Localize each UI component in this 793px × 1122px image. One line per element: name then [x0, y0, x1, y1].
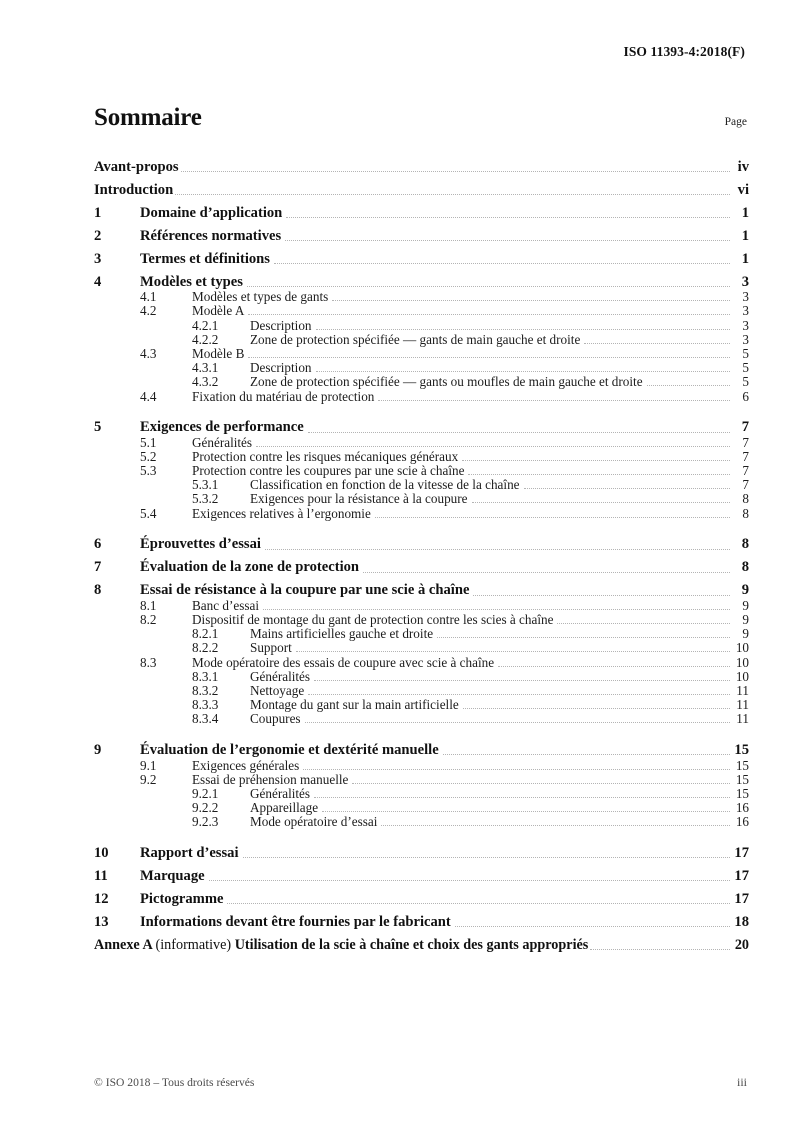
- toc-entry-number: 5.3.2: [192, 491, 219, 507]
- toc-dot-leader: [173, 182, 732, 198]
- toc-entry[interactable]: [94, 907, 749, 930]
- toc-entry-number: 4.2: [140, 303, 157, 319]
- toc-entry[interactable]: [94, 930, 749, 953]
- toc-entry-label: Mains artificielles gauche et droite: [250, 626, 434, 642]
- toc-entry-page-number: 11: [736, 682, 749, 698]
- toc-entry-page-number: 10: [735, 668, 749, 684]
- toc-entry-number: 9.2.2: [192, 800, 219, 816]
- toc-entry-page-number: 17: [734, 890, 749, 907]
- toc-dot-leader: [241, 845, 732, 861]
- toc-entry-page-number: 17: [734, 867, 749, 884]
- toc-entry-page-number: 20: [734, 937, 749, 954]
- toc-entry-label: Généralités: [250, 668, 311, 684]
- toc-dot-leader: [284, 205, 732, 221]
- toc-entry-page-number: 8: [742, 491, 749, 507]
- toc-entry-page-number: iv: [737, 158, 749, 175]
- toc-entry-label: Généralités: [192, 434, 253, 450]
- annex-name: Annexe A: [94, 937, 156, 954]
- toc-entry[interactable]: [94, 576, 749, 599]
- toc-entry-page-number: 7: [741, 419, 749, 436]
- folio-number: iii: [736, 1075, 747, 1089]
- toc-entry[interactable]: [94, 884, 749, 907]
- toc-entry-page-number: 5: [742, 360, 749, 376]
- toc-entry[interactable]: [94, 553, 749, 576]
- toc-entry-label: Marquage: [140, 867, 205, 884]
- toc-entry-page-number: 7: [742, 434, 749, 450]
- toc-entry[interactable]: [94, 712, 749, 726]
- toc-entry-number: 6: [94, 536, 102, 553]
- toc-dot-leader: [453, 914, 732, 930]
- toc-entry-page-number: 11: [736, 711, 749, 727]
- toc-entry-number: 4.2.2: [192, 331, 219, 347]
- toc-entry-page-number: 3: [742, 331, 749, 347]
- toc-entry-number: 4.3: [140, 345, 157, 361]
- toc-title-row: [94, 104, 747, 132]
- toc-entry[interactable]: [94, 389, 749, 403]
- toc-entry-label: Mode opératoire d’essai: [250, 814, 378, 830]
- toc-entry[interactable]: [94, 413, 749, 436]
- toc-entry-number: 1: [94, 204, 102, 221]
- toc-entry-label: Références normatives: [140, 227, 282, 244]
- toc-entry-number: 5: [94, 419, 102, 436]
- toc-entry-page-number: 5: [742, 345, 749, 361]
- toc-entry-number: 8.3: [140, 654, 157, 670]
- annex-title: Utilisation de la scie à chaîne et choix des gants appropriés: [234, 937, 589, 954]
- toc-entry[interactable]: [94, 221, 749, 244]
- toc-entry-number: 5.4: [140, 505, 157, 521]
- toc-entry-page-number: 10: [735, 654, 749, 670]
- toc-entry-label: Évaluation de l’ergonomie et dextérité manuelle: [140, 741, 439, 758]
- toc-entry-label: Modèles et types de gants: [192, 289, 329, 305]
- toc-entry-number: 4.1: [140, 289, 157, 305]
- toc-entry-page-number: 9: [742, 626, 749, 642]
- toc-entry-page-number: 15: [735, 771, 749, 787]
- toc-group-spacer: [94, 521, 749, 530]
- toc-entry-page-number: 1: [741, 227, 749, 244]
- toc-entry-number: 5.3: [140, 463, 157, 479]
- toc-entry-label: Fixation du matériau de protection: [192, 388, 375, 404]
- toc-entry-page-number: 15: [735, 757, 749, 773]
- toc-entry-label: Dispositif de montage du gant de protection contre les scies à chaîne: [192, 612, 554, 628]
- toc-entry-label: Appareillage: [250, 800, 319, 816]
- toc-entry-number: 4.4: [140, 388, 157, 404]
- toc-dot-leader: [283, 228, 732, 244]
- toc-entry-page-number: 1: [741, 204, 749, 221]
- toc-entry-page-number: 9: [742, 597, 749, 613]
- toc-entry[interactable]: [94, 175, 749, 198]
- toc-entry-number: 4: [94, 273, 102, 290]
- toc-entry-label: Évaluation de la zone de protection: [140, 559, 360, 576]
- toc-entry-number: 10: [94, 844, 109, 861]
- toc-entry-label: [94, 938, 588, 953]
- toc-entry-label: Avant-propos: [94, 158, 179, 175]
- toc-entry-number: 8.2.2: [192, 640, 219, 656]
- toc-entry-number: 9.2.1: [192, 785, 219, 801]
- page-title: Sommaire: [94, 104, 202, 131]
- toc-entry-label: Protection contre les coupures par une scie à chaîne: [192, 463, 465, 479]
- toc-entry-number: 5.2: [140, 448, 157, 464]
- toc-entry-number: 9.2: [140, 771, 157, 787]
- toc-dot-leader: [179, 159, 732, 175]
- toc-entry-page-number: 10: [735, 640, 749, 656]
- toc-entry-label: Protection contre les risques mécaniques généraux: [192, 448, 459, 464]
- toc-entry-label: Nettoyage: [250, 682, 305, 698]
- toc-entry-number: 4.3.1: [192, 360, 219, 376]
- toc-entry-label: Modèles et types: [140, 273, 243, 290]
- toc-entry-label: Zone de protection spécifiée — gants de main gauche et droite: [250, 331, 581, 347]
- toc-entry-label: Informations devant être fournies par le fabricant: [140, 913, 451, 930]
- toc-entry-page-number: 11: [736, 697, 749, 713]
- toc-entry-number: 5.3.1: [192, 477, 219, 493]
- toc-entry-page-number: 8: [741, 559, 749, 576]
- toc-dot-leader: [379, 813, 732, 829]
- toc-entry-number: 11: [94, 867, 108, 884]
- toc-dot-leader: [263, 537, 732, 553]
- toc-entry[interactable]: [94, 267, 749, 290]
- toc-entry-label: Termes et définitions: [140, 250, 270, 267]
- document-reference-header: ISO 11393-4:2018(F): [623, 44, 745, 59]
- toc-group-spacer: [94, 829, 749, 838]
- toc-group-spacer: [94, 404, 749, 413]
- toc-entry-page-number: 8: [742, 505, 749, 521]
- toc-entry-label: Rapport d’essai: [140, 844, 239, 861]
- toc-entry-number: 8.3.1: [192, 668, 219, 684]
- toc-entry-number: 9: [94, 741, 102, 758]
- toc-dot-leader: [225, 891, 732, 907]
- toc-entry-label: Zone de protection spécifiée — gants ou moufles de main gauche et droite: [250, 374, 643, 390]
- toc-entry-page-number: 7: [742, 477, 749, 493]
- toc-entry[interactable]: [94, 506, 749, 520]
- toc-entry-label: Exigences pour la résistance à la coupure: [250, 491, 468, 507]
- toc-entry-number: 9.2.3: [192, 814, 219, 830]
- toc-entry-number: 8.2.1: [192, 626, 219, 642]
- toc-entry-label: Description: [250, 360, 312, 376]
- toc-entry-number: 8.2: [140, 612, 157, 628]
- toc-entry-page-number: 3: [742, 303, 749, 319]
- toc-entry-page-number: 8: [741, 536, 749, 553]
- toc-entry-page-number: 3: [741, 273, 749, 290]
- toc-entry-number: 8.3.3: [192, 697, 219, 713]
- toc-entry[interactable]: [94, 152, 749, 175]
- toc-entry[interactable]: [94, 735, 749, 758]
- toc-entry[interactable]: [94, 530, 749, 553]
- toc-entry-label: Introduction: [94, 181, 174, 198]
- toc-entry-label: Coupures: [250, 711, 301, 727]
- toc-entry-number: 12: [94, 890, 109, 907]
- toc-entry-page-number: 16: [735, 800, 749, 816]
- copyright-notice: © ISO 2018 – Tous droits réservés: [94, 1076, 255, 1089]
- toc-entry-page-number: vi: [737, 181, 749, 198]
- toc-entry-page-number: 16: [735, 814, 749, 830]
- toc-entry-page-number: 6: [742, 388, 749, 404]
- page-column-label: Page: [724, 116, 747, 128]
- toc-entry-label: Généralités: [250, 785, 311, 801]
- toc-entry-page-number: 9: [741, 582, 749, 599]
- toc-entry-number: 7: [94, 559, 102, 576]
- toc-entry-label: Exigences relatives à l’ergonomie: [192, 505, 371, 521]
- toc-entry-page-number: 15: [734, 741, 749, 758]
- toc-entry-page-number: 17: [734, 844, 749, 861]
- toc-entry-label: Essai de résistance à la coupure par une scie à chaîne: [140, 582, 470, 599]
- toc-entry-page-number: 3: [742, 289, 749, 305]
- toc-entry-label: Essai de préhension manuelle: [192, 771, 349, 787]
- toc-entry-page-number: 18: [734, 913, 749, 930]
- toc-entry-label: Montage du gant sur la main artificielle: [250, 697, 459, 713]
- toc-entry-label: Description: [250, 317, 312, 333]
- toc-entry[interactable]: [94, 838, 749, 861]
- toc-entry-number: 8.3.4: [192, 711, 219, 727]
- toc-entry-number: 8: [94, 582, 102, 599]
- toc-entry-page-number: 9: [742, 612, 749, 628]
- toc-dot-leader: [373, 505, 732, 521]
- toc-entry-label: Modèle A: [192, 303, 245, 319]
- toc-dot-leader: [207, 868, 732, 884]
- toc-dot-leader: [361, 560, 732, 576]
- toc-dot-leader: [303, 710, 732, 726]
- toc-entry[interactable]: [94, 861, 749, 884]
- toc-entry-number: 3: [94, 250, 102, 267]
- toc-entry-number: 8.1: [140, 597, 157, 613]
- toc-entry-label: Exigences de performance: [140, 419, 304, 436]
- page-footer: [94, 1075, 747, 1090]
- toc-entry-label: Classification en fonction de la vitesse de la chaîne: [250, 477, 520, 493]
- toc-entry-page-number: 7: [742, 463, 749, 479]
- annex-kind: (informative): [155, 937, 235, 954]
- toc-entry-page-number: 15: [735, 785, 749, 801]
- toc-entry-number: 4.3.2: [192, 374, 219, 390]
- toc-entry-number: 2: [94, 227, 102, 244]
- toc-dot-leader: [588, 937, 732, 953]
- toc-entry-number: 5.1: [140, 434, 157, 450]
- toc-entry-label: Support: [250, 640, 292, 656]
- toc-entry-page-number: 5: [742, 374, 749, 390]
- toc-entry-label: Modèle B: [192, 345, 245, 361]
- toc-entry-page-number: 3: [742, 317, 749, 333]
- toc-entry[interactable]: [94, 244, 749, 267]
- toc-dot-leader: [272, 251, 732, 267]
- toc-entry-page-number: 7: [742, 448, 749, 464]
- toc-entry-label: Exigences générales: [192, 757, 300, 773]
- toc-entry-number: 4.2.1: [192, 317, 219, 333]
- table-of-contents: [94, 152, 749, 953]
- toc-entry[interactable]: [94, 198, 749, 221]
- toc-entry-label: Éprouvettes d’essai: [140, 536, 261, 553]
- toc-entry-page-number: 1: [741, 250, 749, 267]
- toc-entry-number: 8.3.2: [192, 682, 219, 698]
- toc-group-spacer: [94, 726, 749, 735]
- toc-entry[interactable]: [94, 815, 749, 829]
- toc-entry-number: 9.1: [140, 757, 157, 773]
- toc-entry-label: Banc d’essai: [192, 597, 260, 613]
- toc-dot-leader: [376, 388, 732, 404]
- toc-entry-label: Domaine d’application: [140, 204, 283, 221]
- toc-entry-label: Mode opératoire des essais de coupure avec scie à chaîne: [192, 654, 495, 670]
- toc-entry-label: Pictogramme: [140, 890, 224, 907]
- toc-entry-number: 13: [94, 913, 109, 930]
